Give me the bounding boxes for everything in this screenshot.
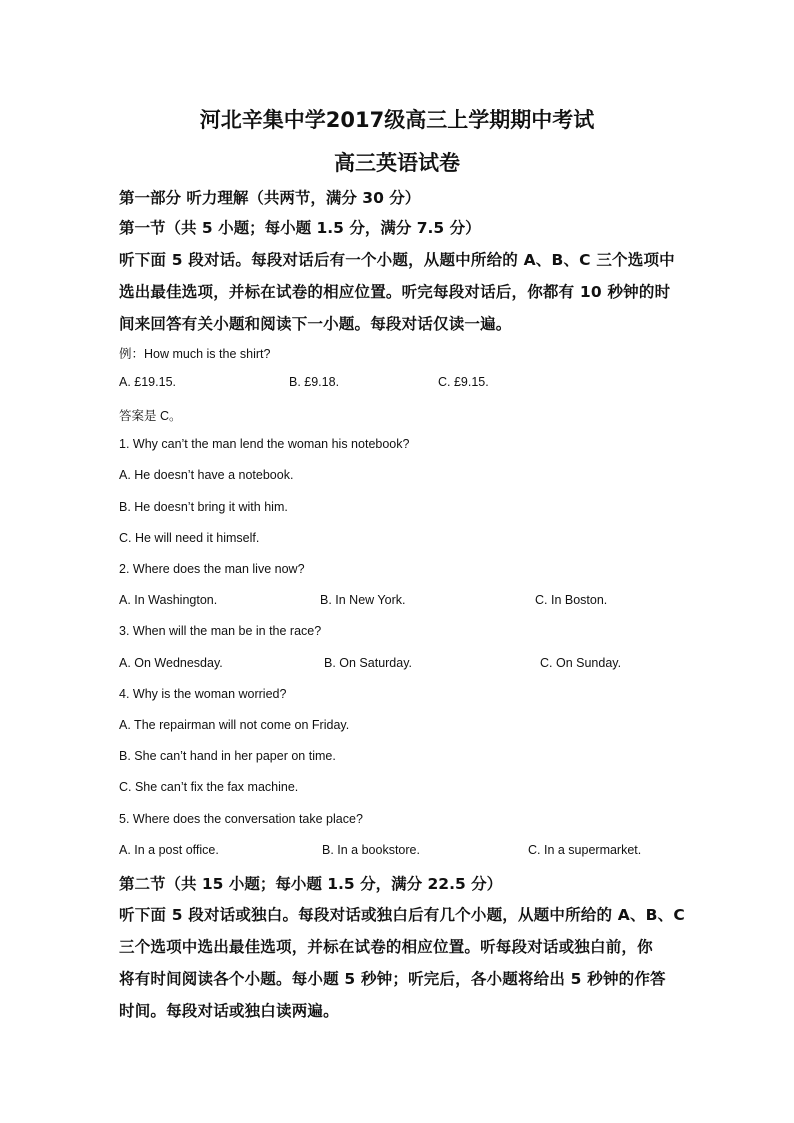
- exam-title: 河北辛集中学2017级高三上学期期中考试: [199, 108, 595, 132]
- question-option: B. In a bookstore.: [322, 843, 420, 857]
- section2-instructions-line-4: 时间。每段对话或独白读两遍。: [119, 1002, 339, 1020]
- question-option: B. He doesn’t bring it with him.: [119, 500, 288, 514]
- exam-subtitle: 高三英语试卷: [334, 151, 460, 175]
- example-answer: 答案是 C。: [119, 409, 182, 423]
- instructions-line-2: 选出最佳选项，并标在试卷的相应位置。听完每段对话后，你都有 10 秒钟的时: [119, 283, 671, 301]
- question-stem: 4. Why is the woman worried?: [119, 687, 287, 701]
- question-option: C. In a supermarket.: [528, 843, 642, 857]
- question-option: C. He will need it himself.: [119, 531, 260, 545]
- part1-heading: 第一部分 听力理解（共两节，满分 30 分）: [119, 189, 421, 207]
- instructions-line-3: 间来回答有关小题和阅读下一小题。每段对话仅读一遍。: [119, 315, 512, 333]
- example-question: 例：How much is the shirt?: [119, 347, 271, 361]
- question-option: C. In Boston.: [535, 593, 608, 607]
- question-option: A. He doesn’t have a notebook.: [119, 468, 294, 482]
- section2-instructions-line-2: 三个选项中选出最佳选项，并标在试卷的相应位置。听每段对话或独白前，你: [119, 938, 653, 956]
- section1-heading: 第一节（共 5 小题；每小题 1.5 分，满分 7.5 分）: [119, 219, 481, 237]
- question-option: A. In a post office.: [119, 843, 219, 857]
- question-option: A. The repairman will not come on Friday.: [119, 718, 350, 732]
- question-option: B. She can’t hand in her paper on time.: [119, 749, 336, 763]
- question-stem: 5. Where does the conversation take place?: [119, 812, 363, 826]
- instructions-line-1: 听下面 5 段对话。每段对话后有一个小题，从题中所给的 A、B、C 三个选项中: [119, 251, 675, 269]
- question-option: B. On Saturday.: [324, 656, 413, 670]
- example-option-a: A. £19.15.: [119, 375, 176, 389]
- question-option: B. In New York.: [320, 593, 406, 607]
- example-option-c: C. £9.15.: [438, 375, 489, 389]
- question-option: C. On Sunday.: [540, 656, 622, 670]
- example-option-b: B. £9.18.: [289, 375, 340, 389]
- question-stem: 3. When will the man be in the race?: [119, 624, 322, 638]
- question-option: A. In Washington.: [119, 593, 218, 607]
- question-stem: 1. Why can’t the man lend the woman his notebook?: [119, 437, 410, 451]
- question-stem: 2. Where does the man live now?: [119, 562, 305, 576]
- question-option: C. She can’t fix the fax machine.: [119, 780, 299, 794]
- question-option: A. On Wednesday.: [119, 656, 223, 670]
- section2-heading: 第二节（共 15 小题；每小题 1.5 分，满分 22.5 分）: [119, 875, 503, 893]
- section2-instructions-line-3: 将有时间阅读各个小题。每小题 5 秒钟；听完后，各小题将给出 5 秒钟的作答: [119, 970, 666, 988]
- section2-instructions-line-1: 听下面 5 段对话或独白。每段对话或独白后有几个小题，从题中所给的 A、B、C: [119, 906, 685, 924]
